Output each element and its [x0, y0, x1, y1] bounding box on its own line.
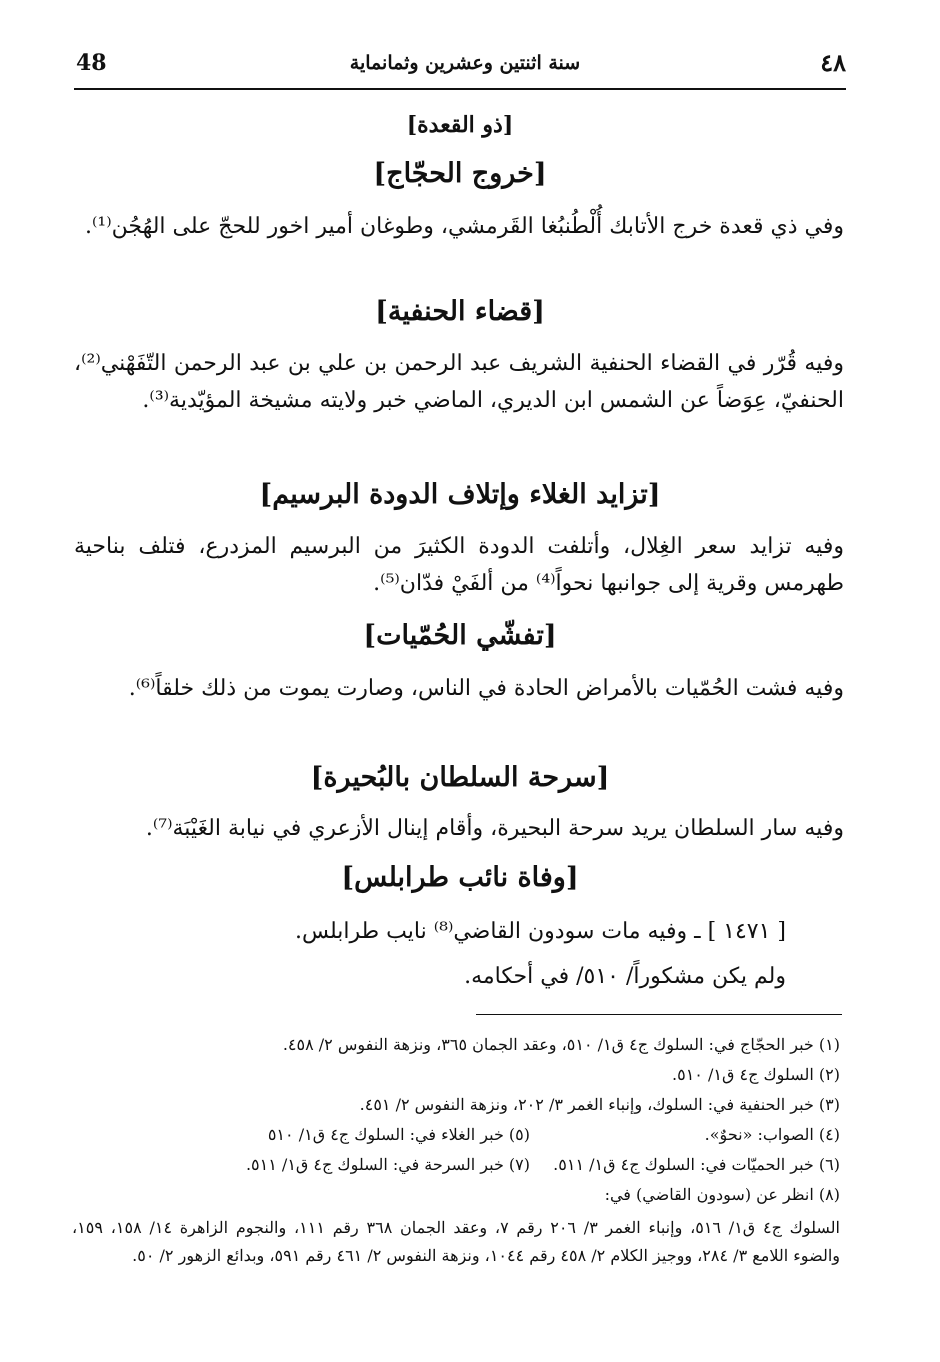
footnote-6: (٦) خبر الحميّات في: السلوك ج٤ ق١/ ٥١١. — [553, 1155, 840, 1174]
paragraph-prices: وفيه تزايد سعر الغِلال، وأتلفت الدودة الكثيرَ من البرسيم المزدرع، فتلف بناحية طهرمس وقرية إلى جوانبها نحواً⁽⁴⁾ من ألفَيْ فدّان⁽⁵⁾. — [74, 534, 844, 596]
section-heading-hanafi: [قضاء الحنفية] — [375, 296, 545, 327]
footnote-1: (١) خبر الحجّاج في: السلوك ج٤ ق١/ ٥١٠، وعقد الجمان ٣٦٥، ونزهة النفوس ٢/ ٤٥٨. — [282, 1035, 840, 1054]
page-number-arabic: ٤٨ — [820, 48, 846, 77]
footnote-8: (٨) انظر عن (سودون القاضي) في: — [604, 1185, 840, 1204]
paragraph-hanafi: وفيه قُرّر في القضاء الحنفية الشريف عبد الرحمن بن علي بن عبد الرحمن التّفَهْني⁽²⁾، الحنفيّ، عِوَضاً عن الشمس ابن الديري، الماضي خبر ولايته مشيخة المؤيّدية⁽³⁾. — [74, 351, 844, 413]
paragraph-sultan-trip: وفيه سار السلطان يريد سرحة البحيرة، وأقام إينال الأزعري في نيابة الغَيْبَة⁽⁷⁾. — [145, 816, 844, 841]
page-number-latin: 48 — [76, 50, 107, 76]
paragraph-fevers: وفيه فشت الحُمّيات بالأمراض الحادة في الناس، وصارت يموت من ذلك خلقاً⁽⁶⁾. — [128, 676, 844, 701]
section-heading-fevers: [تفشّي الحُمّيات] — [363, 620, 557, 651]
footnote-2: (٢) السلوك ج٤ ق١/ ٥١٠. — [672, 1065, 840, 1084]
section-heading-tripoli: [وفاة نائب طرابلس] — [341, 862, 579, 893]
section-heading-prices: [تزايد الغلاء وإتلاف الدودة البرسيم] — [259, 479, 661, 510]
running-header-title: سنة اثنتين وعشرين وثمانماية — [349, 52, 581, 74]
entry-line-death: [ ١٤٧١ ] ـ وفيه مات سودون القاضي⁽⁸⁾ نايب طرابلس. — [294, 919, 786, 944]
month-heading: [ذو القعدة] — [406, 112, 514, 138]
section-heading-sultan-trip: [سرحة السلطان بالبُحيرة] — [310, 762, 610, 793]
footnote-5: (٥) خبر الغلاء في: السلوك ج٤ ق١/ ٥١٠ — [267, 1125, 530, 1144]
paragraph-pilgrims: وفي ذي قعدة خرج الأتابك أُلْطُنبُغا القَرمشي، وطوغان أمير اخور للحجّ على الهُجُن⁽¹⁾. — [84, 214, 844, 239]
footnote-divider — [476, 1014, 842, 1015]
footnote-8-sources: السلوك ج٤ ق١/ ٥١٦، وإنباء الغمر ٣/ ٢٠٦ رقم ٧، وعقد الجمان ٣٦٨ رقم ١١١، والنجوم الزاهرة ١٤/ ١٥٨، ١٥٩، والضوء اللامع ٣/ ٢٨٤، ووجيز الكلام ٢/ ٤٥٨ رقم ١٠٤٤، ونزهة النفوس ٢/ ٤٦١ رقم ٥٩١، وبدائع الزهور ٢/ ٥٠. — [72, 1218, 841, 1265]
entry-line-rule: ولم يكن مشكوراً/ ٥١٠/ في أحكامه. — [464, 964, 786, 989]
header-divider — [74, 88, 846, 90]
footnote-7: (٧) خبر السرحة في: السلوك ج٤ ق١/ ٥١١. — [245, 1155, 530, 1174]
section-heading-pilgrims: [خروج الحجّاج] — [373, 158, 547, 189]
footnote-3: (٣) خبر الحنفية في: السلوك، وإنباء الغمر ٣/ ٢٠٢، ونزهة النفوس ٢/ ٤٥١. — [359, 1095, 840, 1114]
footnote-4: (٤) الصواب: «نحوٌ». — [704, 1125, 840, 1144]
